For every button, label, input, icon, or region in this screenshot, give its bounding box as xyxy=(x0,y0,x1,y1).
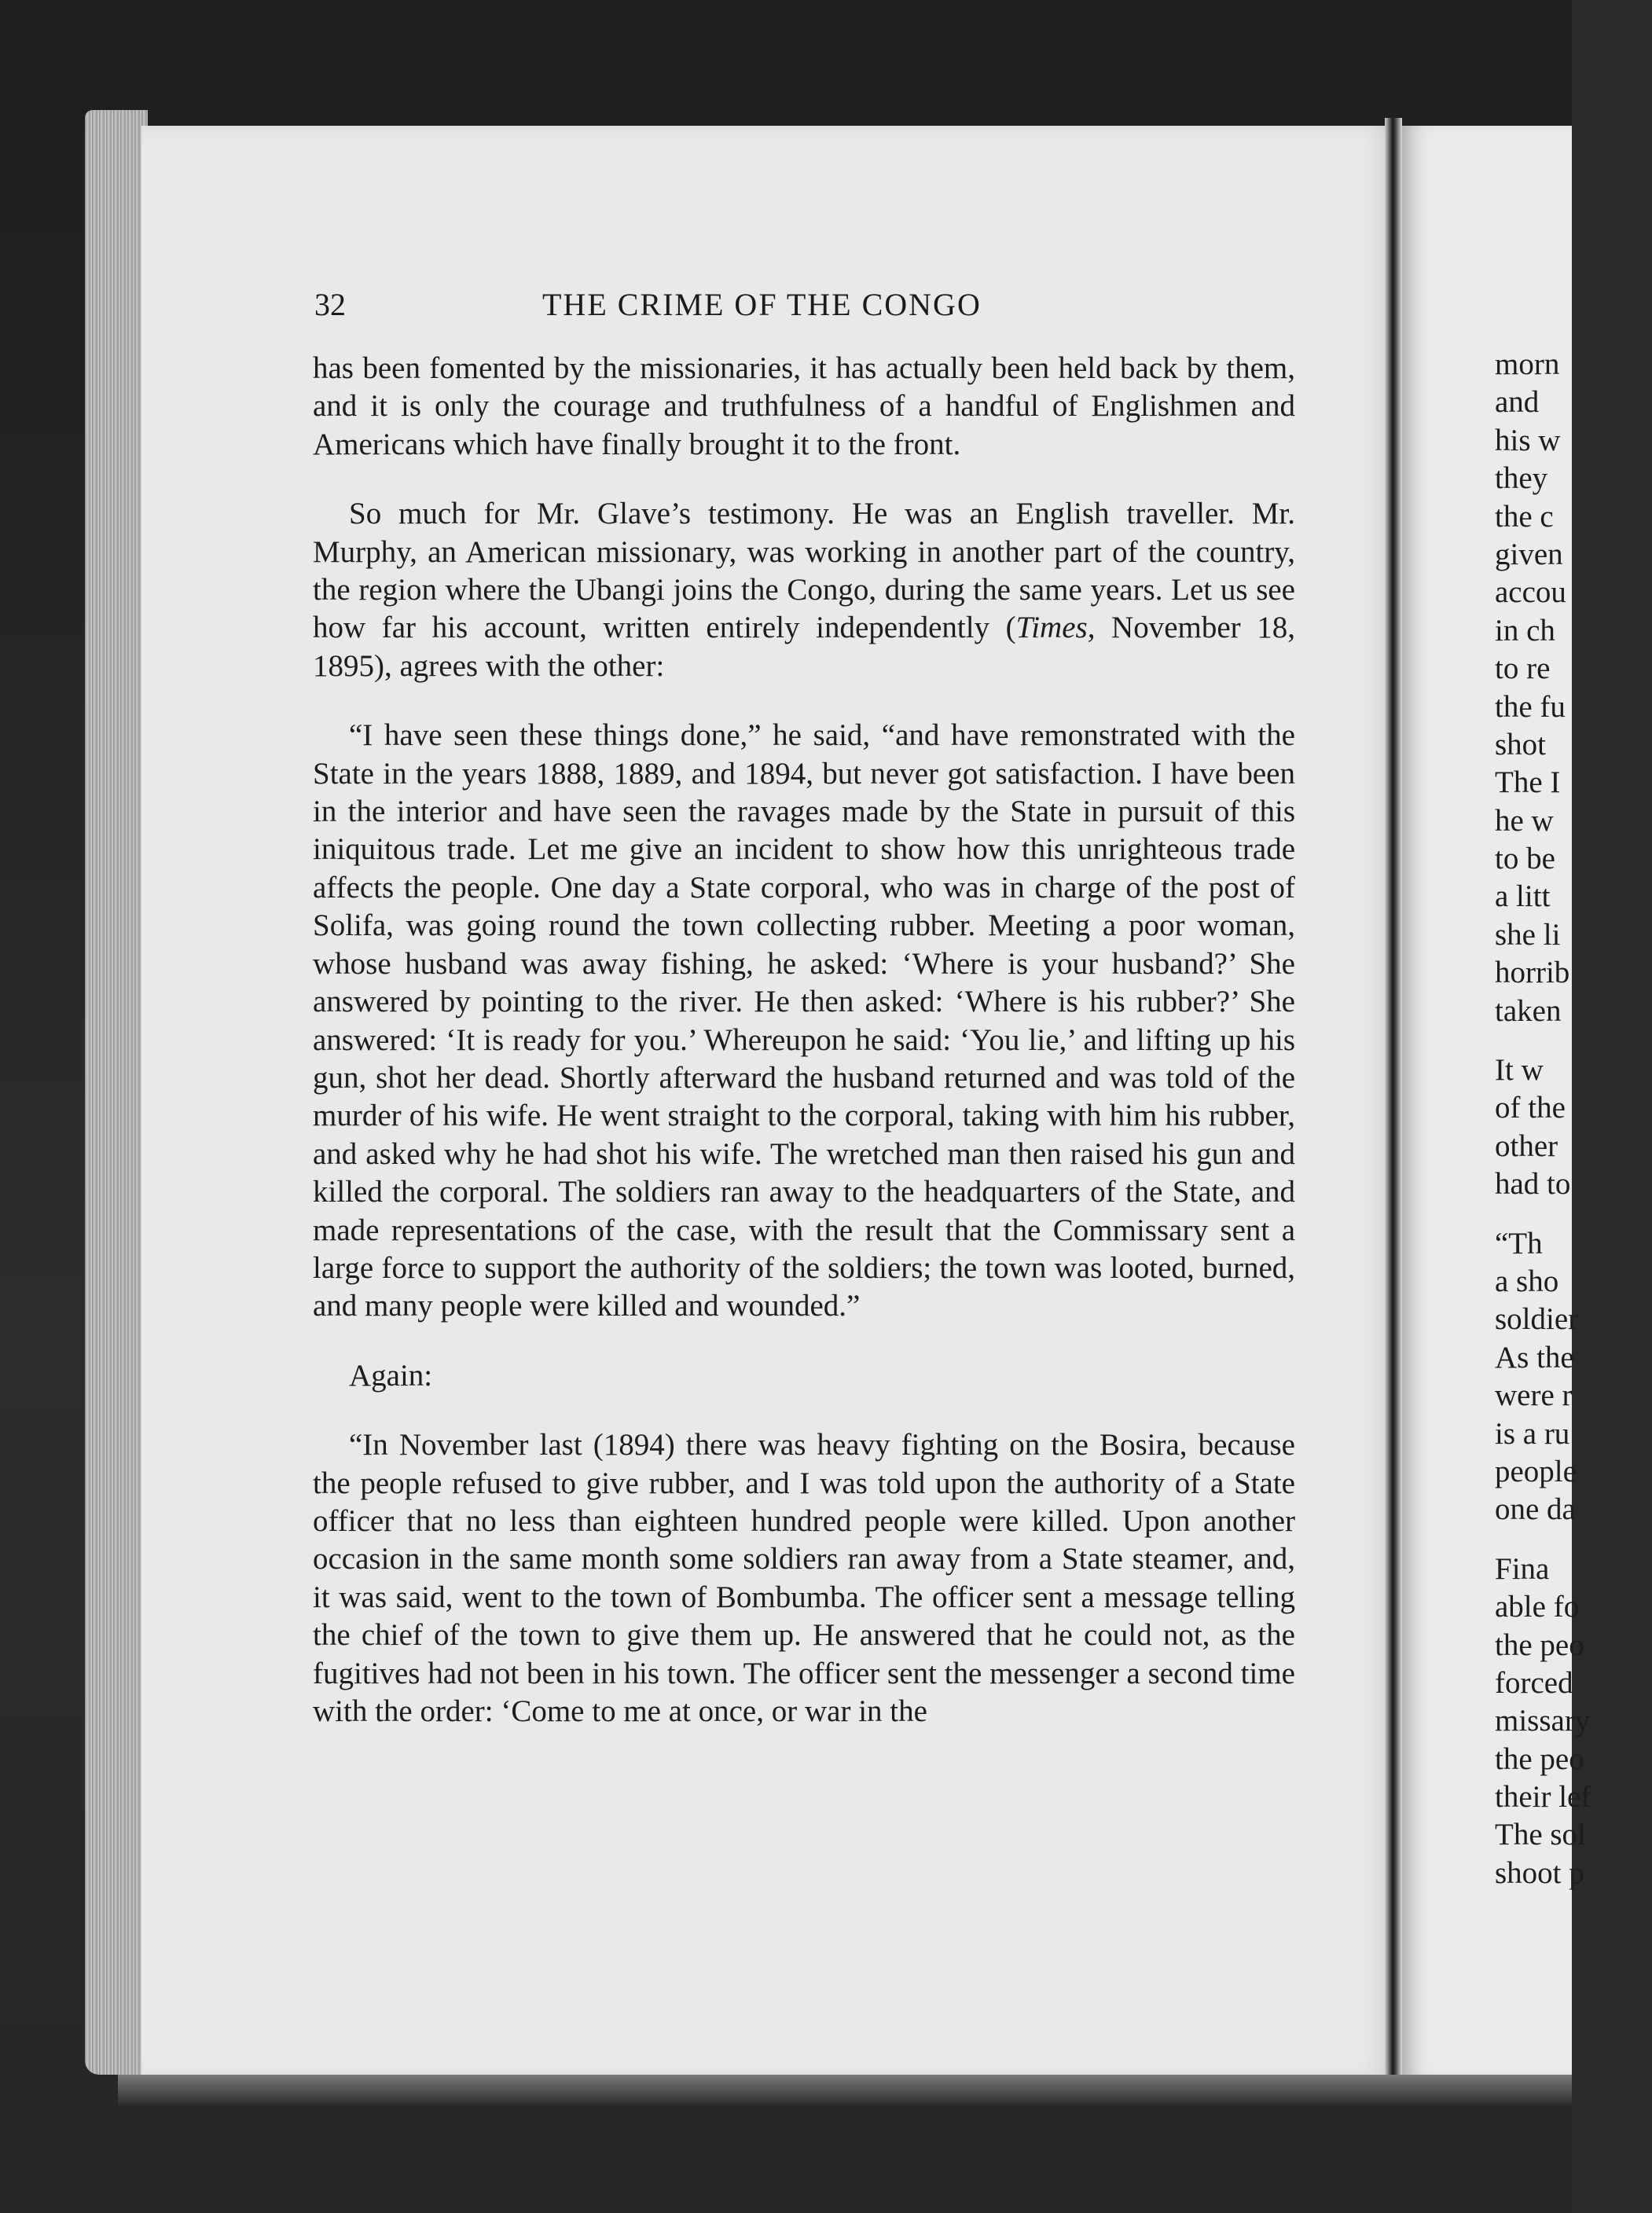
right-page-line: Fina xyxy=(1495,1551,1550,1586)
right-page-line: soldier xyxy=(1495,1302,1579,1337)
right-page-line: As the xyxy=(1495,1340,1574,1374)
right-page-line: people xyxy=(1495,1454,1577,1488)
paragraph-2-lead: So much for Mr. Glave’s testimony. He was an English traveller. Mr. Murphy, an American missionary, was working in another part of the country, the region where the Ubangi joins the Congo, during the same years. Let us see how far his account, written entirely independently ( xyxy=(313,497,1295,645)
right-page-line: the fu xyxy=(1495,689,1566,724)
running-title: THE CRIME OF THE CONGO xyxy=(542,287,982,322)
right-page-line: his w xyxy=(1495,423,1561,457)
right-page-line: accou xyxy=(1495,575,1566,610)
right-page-line: shoot p xyxy=(1495,1855,1584,1890)
right-page-line: “Th xyxy=(1495,1226,1543,1261)
right-page-line: is a ru xyxy=(1495,1416,1570,1451)
right-page-line: given xyxy=(1495,537,1563,571)
right-page-line: horrib xyxy=(1495,956,1570,990)
right-page-line: other xyxy=(1495,1129,1558,1163)
right-page-line: a litt xyxy=(1495,879,1551,914)
right-page-line: the peo xyxy=(1495,1628,1584,1662)
right-page-line: a sho xyxy=(1495,1264,1559,1298)
right-page-line: to be xyxy=(1495,842,1555,876)
page-bottom-shadow xyxy=(118,2075,1572,2106)
right-page-line: in ch xyxy=(1495,613,1555,648)
right-page-line: had to xyxy=(1495,1167,1571,1202)
paragraph-1: has been fomented by the missionaries, it has actually been held back by them, and it is only the courage and truthfulness of a handful of Englishmen and Americans which have finally brought it to the front. xyxy=(313,351,1295,461)
paragraph-2-tail: November 18, 1895), agrees with the other: xyxy=(313,611,1296,683)
right-page-line: able fo xyxy=(1495,1590,1580,1624)
right-page-line: missary xyxy=(1495,1704,1591,1738)
page-edges xyxy=(85,110,148,2075)
right-page-line: It w xyxy=(1495,1053,1544,1088)
right-page-line: The I xyxy=(1495,765,1561,800)
paragraph-2 xyxy=(313,495,1295,685)
right-page-line: the c xyxy=(1495,499,1554,534)
right-page-line: she li xyxy=(1495,917,1561,952)
right-page-line: they xyxy=(1495,461,1548,496)
right-page-line: one da xyxy=(1495,1492,1576,1527)
book-gutter xyxy=(1385,118,1402,2083)
paragraph-4-again: Again: xyxy=(349,1358,433,1393)
paragraph-3-quote: “I have seen these things done,” he said, “and have remonstrated with the State in the years 1888, 1889, and 1894, but never got satisfaction. I have been in the interior and have seen the ravages made by the State in pursuit of this iniquitous trade. Let me give an incident to show how this unrighteous trade affects the people. One day a State corporal, who was in charge of the post of Solifa, was going round the town collecting rubber. Meeting a poor woman, whose husband was away fishing, he asked: ‘Where is your husband?’ She answered by pointing to the river. He then asked: ‘Where is his rubber?’ She answered: ‘It is ready for you.’ Whereupon he said: ‘You lie,’ and lifting up his gun, shot her dead. Shortly afterward the husband returned and was told of the murder of his wife. He went straight to the corporal, taking with him his rubber, and asked why he had shot his wife. The wretched man then raised his gun and killed the corporal. The soldiers ran away to the headquarters of the State, and made representations of the case, with the result that the Commissary sent a large force to support the authority of the soldiers; the town was looted, burned, and many people were killed and wounded.” xyxy=(313,718,1295,1323)
right-page-line: shot xyxy=(1495,727,1547,762)
right-page-text xyxy=(1495,346,1652,1892)
right-page-line: the peo xyxy=(1495,1741,1584,1776)
right-page-line: The sol xyxy=(1495,1818,1586,1852)
times-citation: Times, xyxy=(1015,611,1096,645)
body-text xyxy=(313,350,1295,1730)
right-page-line: were r xyxy=(1495,1378,1573,1413)
right-page-line: of the xyxy=(1495,1091,1566,1125)
right-page-line: forced xyxy=(1495,1665,1573,1700)
right-page-line: he w xyxy=(1495,803,1554,838)
page-number: 32 xyxy=(314,287,346,322)
right-page-line: and xyxy=(1495,385,1540,420)
right-page-line: taken xyxy=(1495,993,1562,1028)
paragraph-5-quote: “In November last (1894) there was heavy fighting on the Bosira, because the people refused to give rubber, and I was told upon the authority of a State officer that no less than eighteen hundred people were killed. Upon another occasion in the same month some soldiers ran away from a State steamer, and, it was said, went to the town of Bombumba. The officer sent a message telling the chief of the town to give them up. He answered that he could not, as the fugitives had not been in his town. The officer sent the messenger a second time with the order: ‘Come to me at once, or war in the xyxy=(313,1428,1295,1728)
right-page-line: their lef xyxy=(1495,1780,1591,1815)
right-page-line: to re xyxy=(1495,651,1551,686)
right-page-line: morn xyxy=(1495,347,1560,381)
